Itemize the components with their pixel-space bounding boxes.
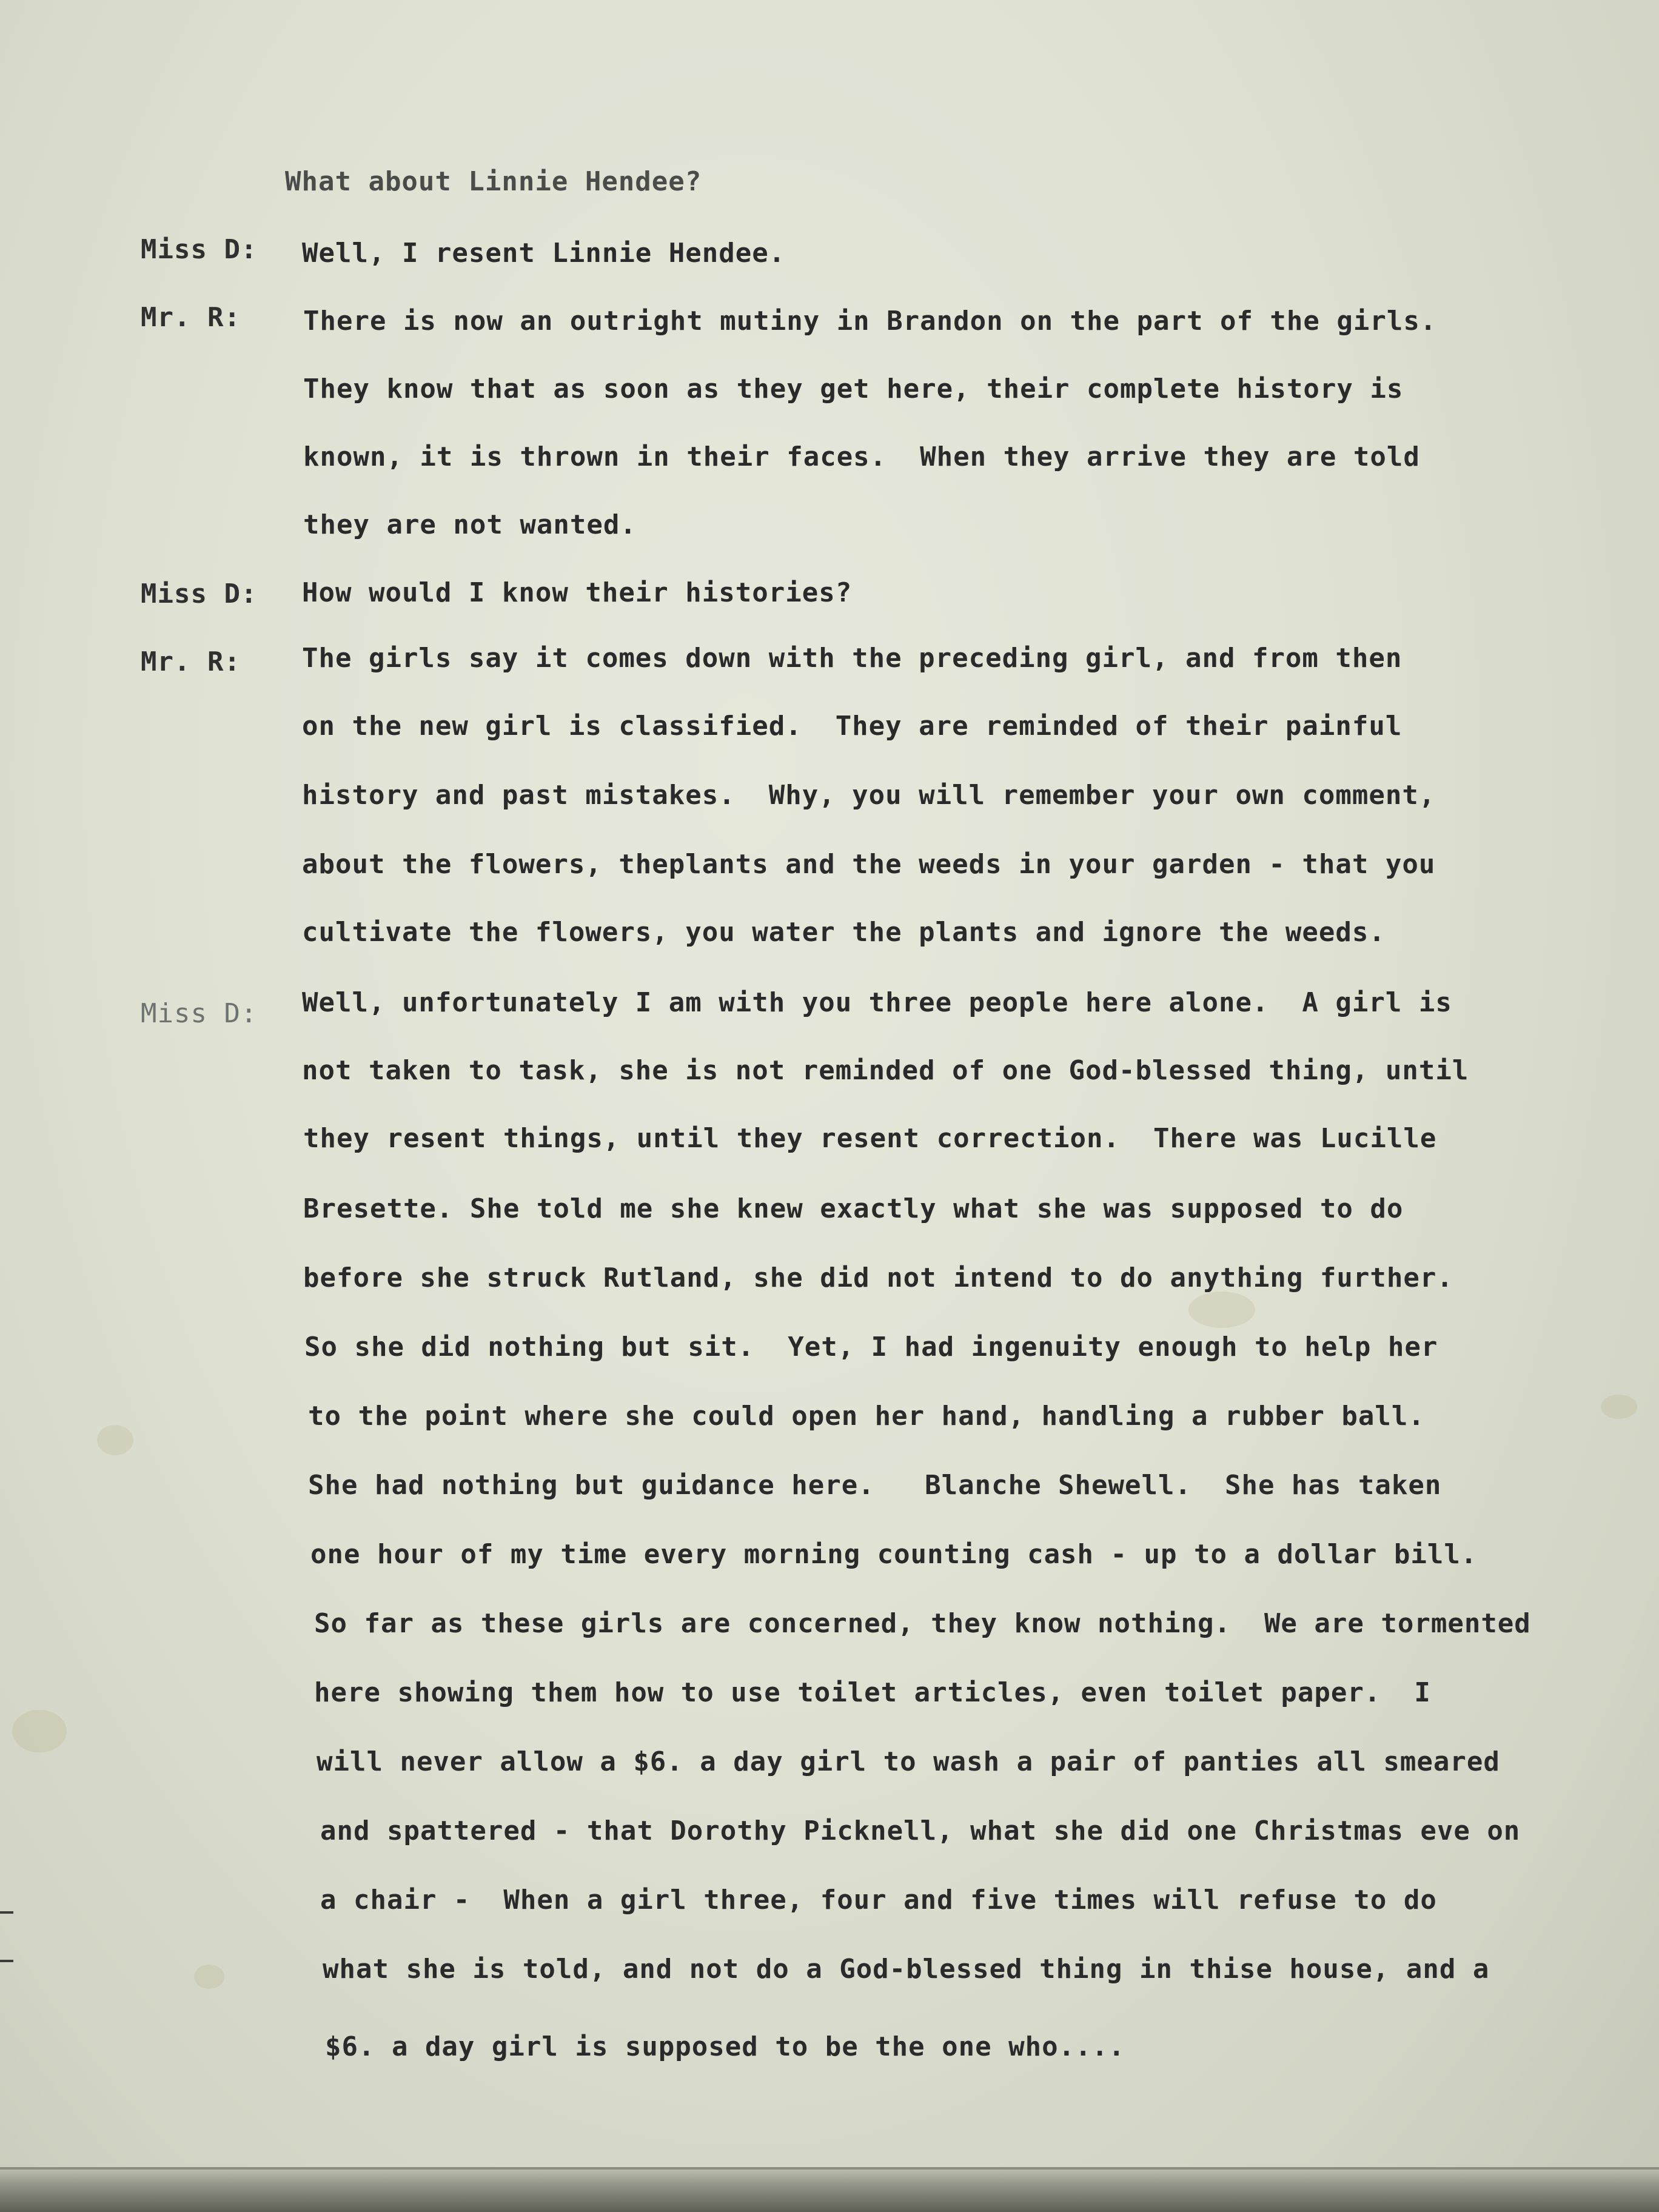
dialogue-line: history and past mistakes. Why, you will remember your own comment, xyxy=(302,780,1436,811)
margin-mark xyxy=(0,1960,13,1962)
dialogue-line: What about Linnie Hendee? xyxy=(285,166,702,197)
dialogue-line: How would I know their histories? xyxy=(302,577,853,608)
dialogue-line: they are not wanted. xyxy=(303,509,637,540)
speaker-label: Mr. R: xyxy=(141,646,241,677)
paper-stain xyxy=(1188,1292,1255,1328)
margin-mark xyxy=(0,1911,13,1914)
dialogue-line: Well, I resent Linnie Hendee. xyxy=(302,238,786,269)
dialogue-line: before she struck Rutland, she did not intend to do anything further. xyxy=(303,1262,1453,1293)
speaker-label: Miss D: xyxy=(141,998,258,1029)
underlying-page-edge xyxy=(0,2170,1659,2212)
dialogue-line: known, it is thrown in their faces. When they arrive they are told xyxy=(303,441,1420,472)
dialogue-line: So she did nothing but sit. Yet, I had ingenuity enough to help her xyxy=(304,1332,1438,1362)
paper-stain xyxy=(1601,1395,1637,1419)
dialogue-line: on the new girl is classified. They are reminded of their painful xyxy=(302,711,1403,742)
dialogue-line: $6. a day girl is supposed to be the one who.... xyxy=(325,2031,1125,2062)
dialogue-line: So far as these girls are concerned, they know nothing. We are tormented xyxy=(314,1608,1531,1639)
dialogue-line: a chair - When a girl three, four and five times will refuse to do xyxy=(320,1885,1437,1915)
dialogue-line: and spattered - that Dorothy Picknell, what she did one Christmas eve on xyxy=(320,1815,1521,1846)
dialogue-line: one hour of my time every morning counting cash - up to a dollar bill. xyxy=(310,1539,1478,1570)
dialogue-line: not taken to task, she is not reminded of one God-blessed thing, until xyxy=(302,1055,1469,1086)
paper-stain xyxy=(12,1710,67,1752)
dialogue-line: what she is told, and not do a God-blessed thing in thise house, and a xyxy=(323,1954,1490,1985)
dialogue-line: Well, unfortunately I am with you three people here alone. A girl is xyxy=(302,987,1452,1018)
dialogue-line: they resent things, until they resent correction. There was Lucille xyxy=(303,1123,1437,1154)
dialogue-line: here showing them how to use toilet articles, even toilet paper. I xyxy=(314,1677,1431,1708)
paper-stain xyxy=(97,1425,133,1455)
dialogue-line: The girls say it comes down with the preceding girl, and from then xyxy=(302,643,1403,674)
dialogue-line: cultivate the flowers, you water the plants and ignore the weeds. xyxy=(302,917,1386,948)
dialogue-line: They know that as soon as they get here, their complete history is xyxy=(303,374,1404,404)
dialogue-line: There is now an outright mutiny in Brandon on the part of the girls. xyxy=(303,306,1437,337)
dialogue-line: will never allow a $6. a day girl to wash a pair of panties all smeared xyxy=(317,1746,1500,1777)
dialogue-line: Bresette. She told me she knew exactly what she was supposed to do xyxy=(303,1193,1404,1224)
paper-stain xyxy=(194,1965,224,1989)
speaker-label: Miss D: xyxy=(141,234,258,265)
dialogue-line: about the flowers, theplants and the weeds in your garden - that you xyxy=(302,849,1436,880)
speaker-label: Mr. R: xyxy=(141,302,241,333)
dialogue-line: to the point where she could open her hand, handling a rubber ball. xyxy=(308,1401,1425,1432)
speaker-label: Miss D: xyxy=(141,578,258,609)
dialogue-line: She had nothing but guidance here. Blanche Shewell. She has taken xyxy=(308,1470,1442,1501)
